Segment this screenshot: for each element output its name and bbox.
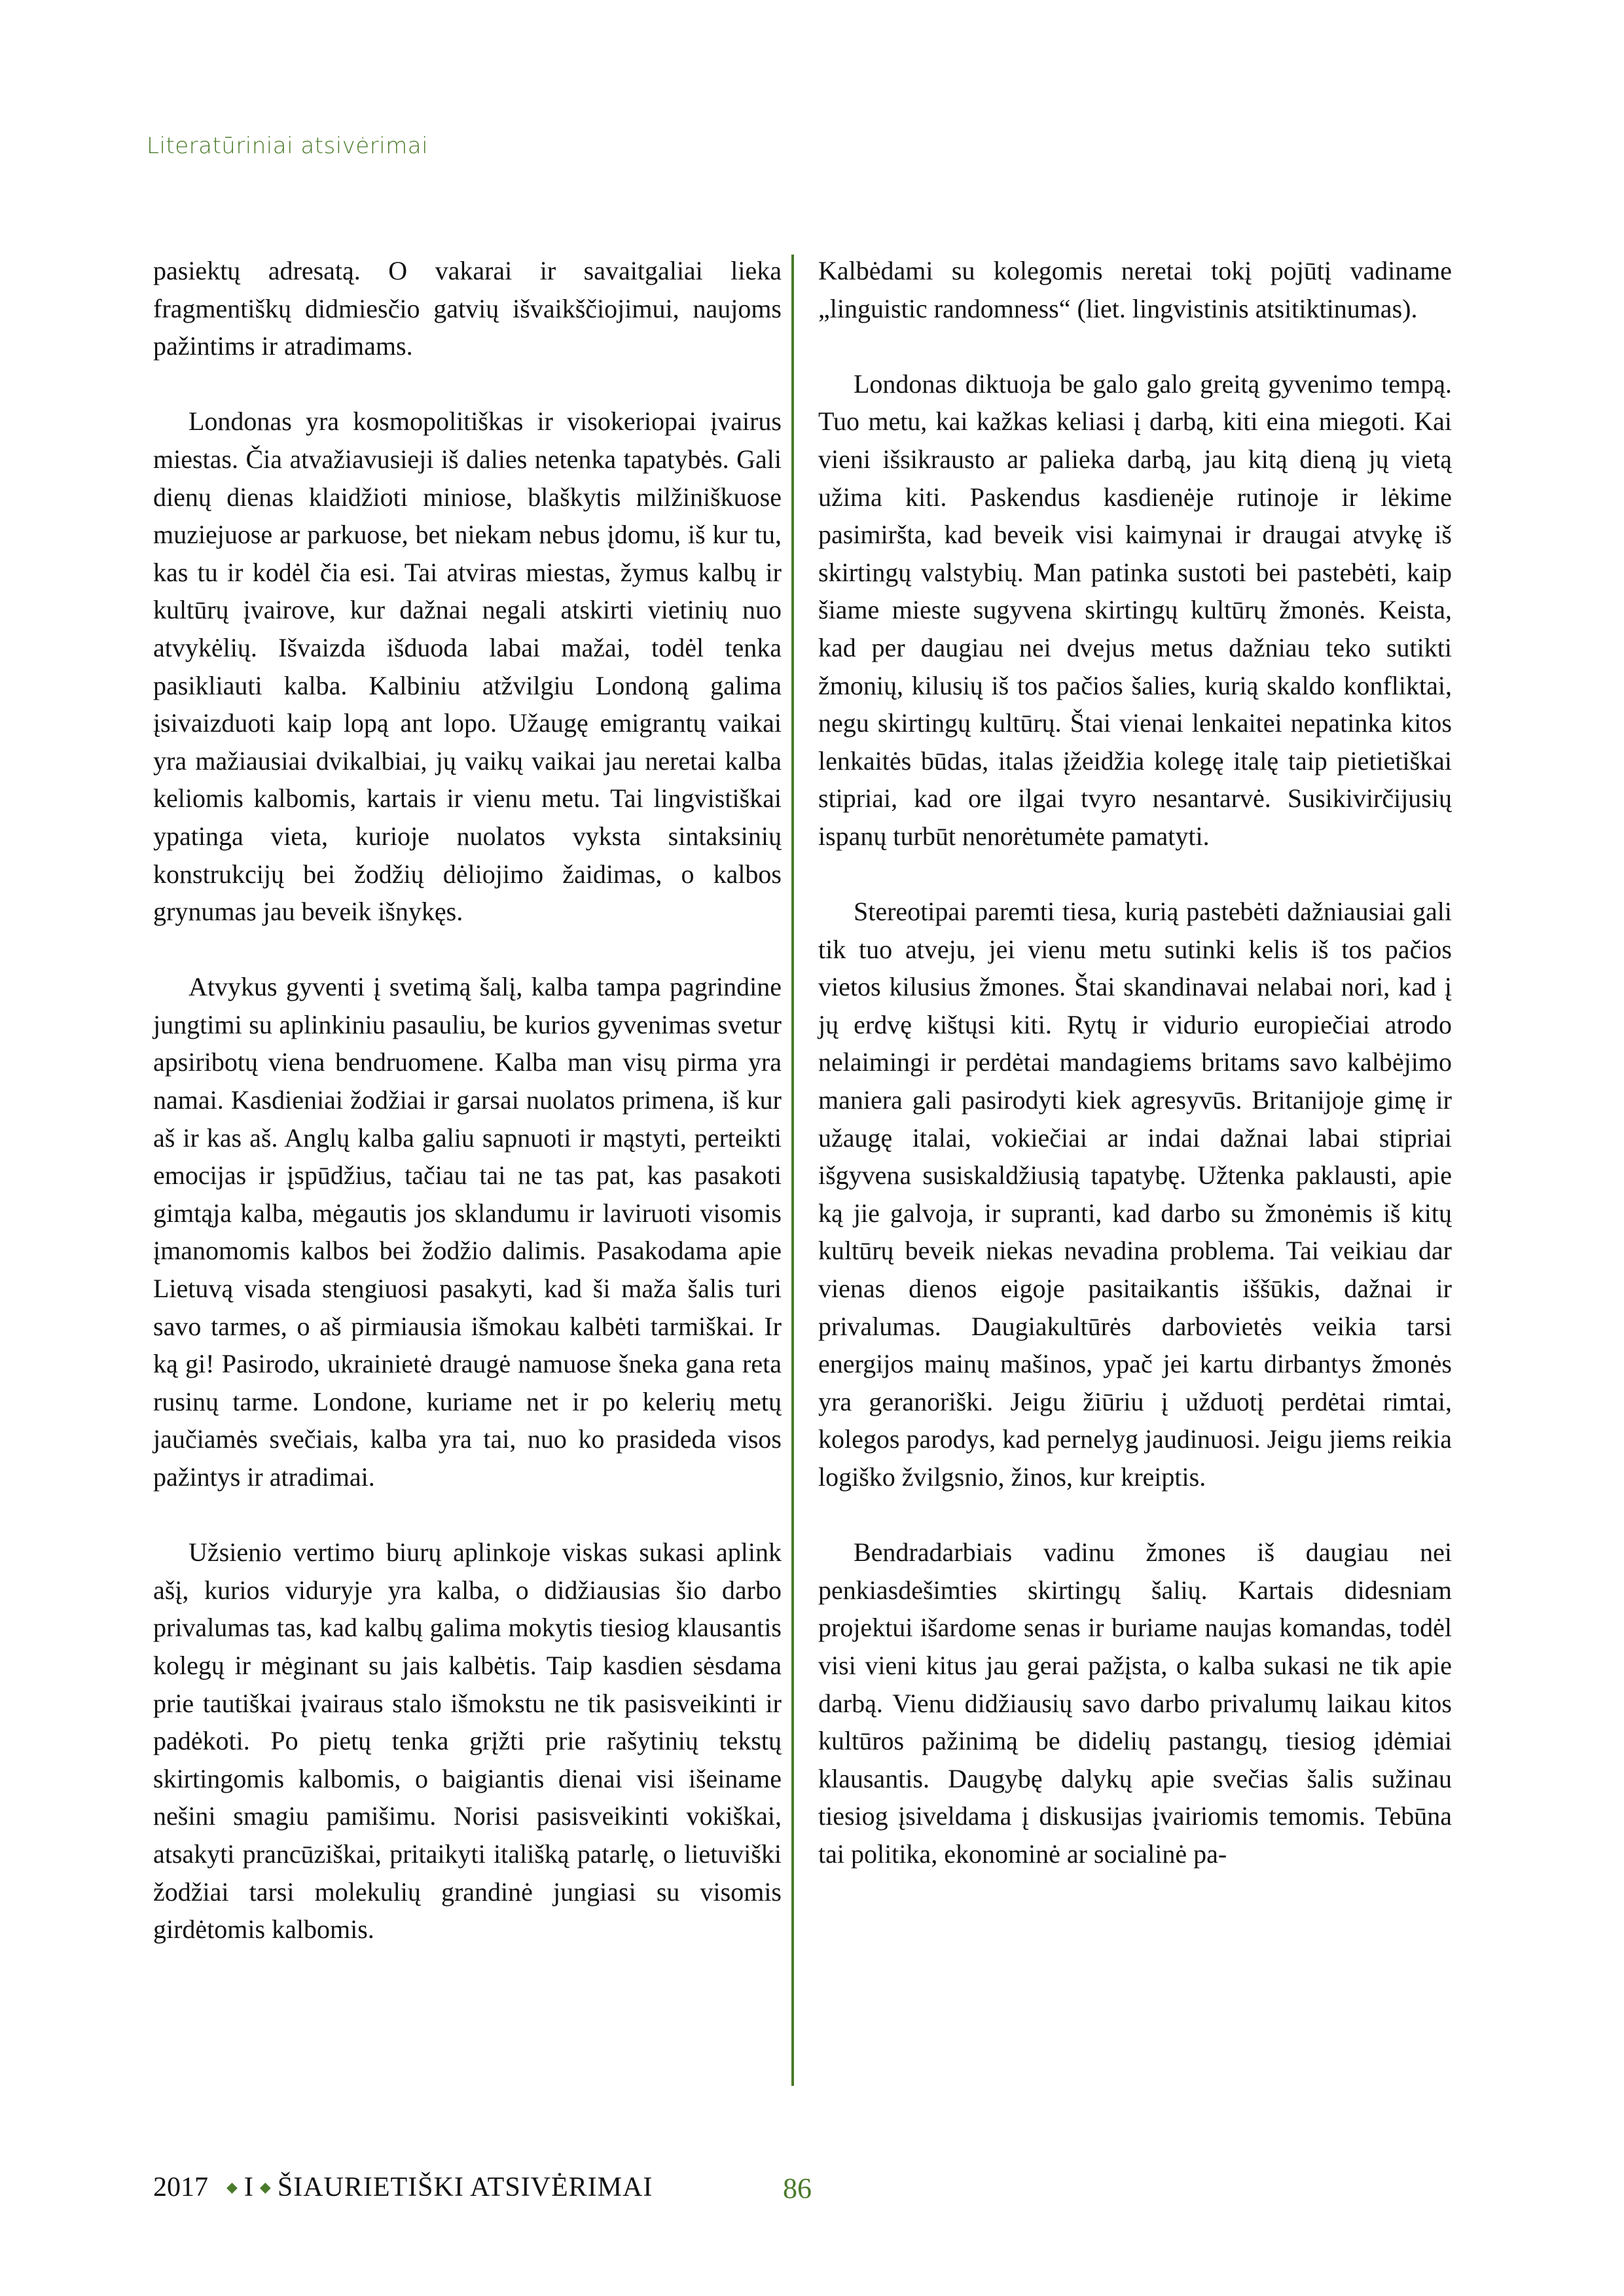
- running-head: Literatūriniai atsivėrimai: [147, 133, 429, 159]
- paragraph: Kalbėdami su kolegomis neretai tokį pojūtį vadiname „linguistic randomness“ (liet. lingvistinis atsitiktinumas).: [818, 256, 1452, 323]
- paragraph: pasiektų adresatą. O vakarai ir savaitgaliai lieka fragmentiškų didmiesčio gatvių išvaikščiojimui, naujoms pažintims ir atradimams.: [153, 256, 782, 361]
- page-number: 86: [783, 2172, 812, 2204]
- left-column: [153, 252, 782, 1986]
- right-column: [818, 252, 1452, 1910]
- footer-issue: I: [244, 2172, 253, 2202]
- paragraph: Bendradarbiais vadinu žmones iš daugiau nei penkiasdešimties skirtingų šalių. Kartais didesniam projektui išardome senas ir buriame naujas komandas, todėl visi vieni kitus jau gerai pažįsta, o kalba sukasi ne tik apie darbą. Vienu didžiausių savo darbo privalumų laikau kitos kultūros pažinimą be didelių pastangų, tiesiog įdėmiai klausantis. Daugybę dalykų apie svečias šalis sužinau tiesiog įsiveldama į diskusijas įvairiomis temomis. Tebūna tai politika, ekonominė ar socialinė pa-: [818, 1537, 1452, 1869]
- paragraph: Atvykus gyventi į svetimą šalį, kalba tampa pagrindine jungtimi su aplinkiniu pasauliu, be kurios gyvenimas svetur apsiribotų viena bendruomene. Kalba man visų pirma yra namai. Kasdieniai žodžiai ir garsai nuolatos primena, iš kur aš ir kas aš. Anglų kalba galiu sapnuoti ir mąstyti, perteikti emocijas ir įspūdžius, tačiau tai ne tas pat, kas pasakoti gimtąja kalba, mėgautis jos sklandumu ir laviruoti visomis įmanomomis kalbos bei žodžio dalimis. Pasakodama apie Lietuvą visada stengiuosi pasakyti, kad ši maža šalis turi savo tarmes, o aš pirmiausia išmokau kalbėti tarmiškai. Ir ką gi! Pasirodo, ukrainietė draugė namuose šneka gana reta rusinų tarme. Londone, kuriame net ir po kelerių metų jaučiamės svečiais, kalba yra tai, nuo ko prasideda visos pažintys ir atradimai.: [153, 972, 782, 1492]
- diamond-icon: ◆: [259, 2179, 271, 2195]
- footer-year: 2017: [153, 2172, 208, 2202]
- column-divider: [791, 255, 794, 2086]
- paragraph: Londonas diktuoja be galo galo greitą gyvenimo tempą. Tuo metu, kai kažkas keliasi į darbą, kiti eina miegoti. Kai vieni išsikrausto ar palieka darbą, jau kitą dieną jų vietą užima kiti. Paskendus kasdienėje rutinoje ir lėkime pasimiršta, kad beveik visi kaimynai ir draugai atvykę iš skirtingų valstybių. Man patinka sustoti bei pastebėti, kaip šiame mieste sugyvena skirtingų kultūrų žmonės. Keista, kad per daugiau nei dvejus metus dažniau teko sutikti žmonių, kilusių iš tos pačios šalies, kurią skaldo konfliktai, negu skirtingų kultūrų. Štai vienai lenkaitei nepatinka kitos lenkaitės būdas, italas įžeidžia kolegę italę taip pietietiškai stipriai, kad ore ilgai tvyro nesantarvė. Susikivirčijusių ispanų turbūt nenorėtumėte pamatyti.: [818, 368, 1452, 851]
- footer-journal-title: ŠIAURIETIŠKI ATSIVĖRIMAI: [277, 2172, 653, 2202]
- footer: [153, 2172, 653, 2203]
- diamond-icon: ◆: [226, 2179, 238, 2195]
- paragraph: Stereotipai paremti tiesa, kurią pastebėti dažniausiai gali tik tuo atveju, jei vienu metu sutinki kelis iš tos pačios vietos kilusius žmones. Štai skandinavai nelabai nori, kad į jų erdvę kištųsi kiti. Rytų ir vidurio europiečiai atrodo nelaimingi ir perdėtai mandagiems britams savo kalbėjimo maniera gali pasirodyti kiek agresyvūs. Britanijoje gimę ir užaugę italai, vokiečiai ar indai dažnai labai stipriai išgyvena susiskaldžiusią tapatybę. Užtenka paklausti, apie ką jie galvoja, ir supranti, kad darbo su žmonėmis iš kitų kultūrų beveik niekas nevadina problema. Tai veikiau dar vienas dienos eigoje pasitaikantis iššūkis, dažnai ir privalumas. Daugiakultūrės darbovietės veikia tarsi energijos mainų mašinos, ypač jei kartu dirbantys žmonės yra geranoriški. Jeigu žiūriu į užduotį perdėtai rimtai, kolegos parodys, kad pernelyg jaudinuosi. Jeigu jiems reikia logiško žvilgsnio, žinos, kur kreiptis.: [818, 897, 1452, 1492]
- paragraph: Užsienio vertimo biurų aplinkoje viskas sukasi aplink ašį, kurios viduryje yra kalba, o didžiausias šio darbo privalumas tas, kad kalbų galima mokytis tiesiog klausantis kolegų ir mėginant su jais kalbėtis. Taip kasdien sėsdama prie tautiškai įvairaus stalo išmokstu ne tik pasisveikinti ir padėkoti. Po pietų tenka grįžti prie rašytinių tekstų skirtingomis kalbomis, o baigiantis dienai visi išeiname nešini smagiu pamišimu. Norisi pasisveikinti vokiškai, atsakyti prancūziškai, pritaikyti itališką patarlę, o lietuviški žodžiai tarsi molekulių grandinė jungiasi su visomis girdėtomis kalbomis.: [153, 1537, 782, 1945]
- paragraph: Londonas yra kosmopolitiškas ir visokeriopai įvairus miestas. Čia atvažiavusieji iš dalies netenka tapatybės. Gali dienų dienas klaidžioti miniose, blaškytis milžiniškuose muziejuose ar parkuose, bet niekam nebus įdomu, iš kur tu, kas tu ir kodėl čia esi. Tai atviras miestas, žymus kalbų ir kultūrų įvairove, kur dažnai negali atskirti vietinių nuo atvykėlių. Išvaizda išduoda labai mažai, todėl tenka pasikliauti kalba. Kalbiniu atžvilgiu Londoną galima įsivaizduoti kaip lopą ant lopo. Užaugę emigrantų vaikai yra mažiausiai dvikalbiai, jų vaikų vaikai jau neretai kalba keliomis kalbomis, kartais ir vienu metu. Tai lingvistiškai ypatinga vieta, kurioje nuolatos vyksta sintaksinių konstrukcijų bei žodžių dėliojimo žaidimas, o kalbos grynumas jau beveik išnykęs.: [153, 406, 782, 927]
